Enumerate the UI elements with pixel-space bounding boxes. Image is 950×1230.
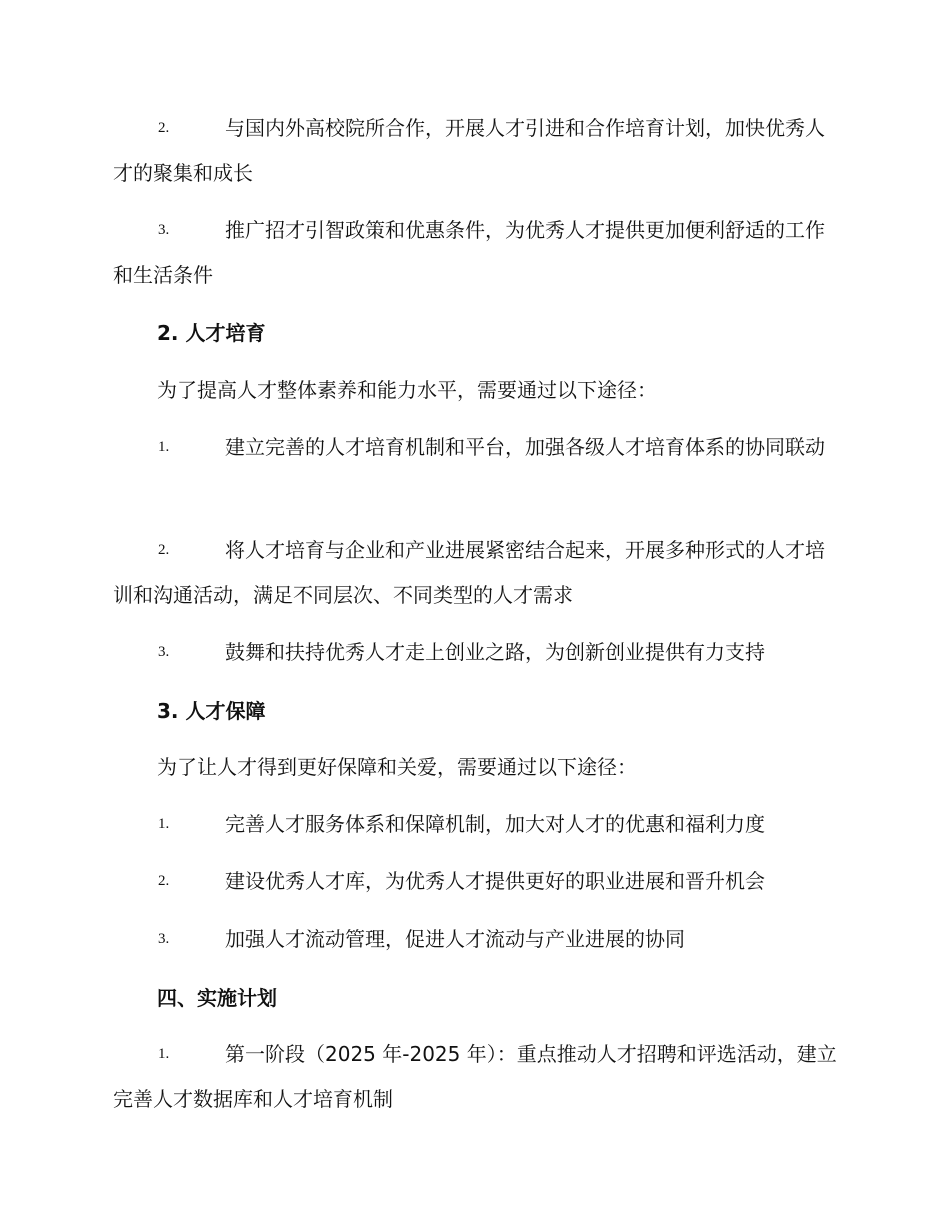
- list-number: 2.: [158, 120, 170, 136]
- list-text: 建设优秀人才库，为优秀人才提供更好的职业进展和晋升机会: [225, 869, 765, 893]
- list-number: 1.: [158, 439, 170, 455]
- section-intro: 为了让人才得到更好保障和关爱，需要通过以下途径：: [157, 755, 637, 779]
- list-number: 1.: [158, 816, 170, 832]
- list-text: 建立完善的人才培育机制和平台，加强各级人才培育体系的协同联动: [225, 435, 825, 459]
- list-number: 2.: [158, 873, 170, 889]
- list-number: 1.: [158, 1046, 170, 1062]
- list-text: 第一阶段（2025 年-2025 年）：重点推动人才招聘和评选活动，建立完善人才数据库和人才培育机制: [113, 1042, 837, 1111]
- list-item: [113, 528, 838, 618]
- list-item: [113, 1032, 838, 1122]
- section-heading: 3. 人才保障: [157, 699, 266, 723]
- list-item: [113, 630, 838, 675]
- list-number: 3.: [158, 222, 170, 238]
- list-text: 推广招才引智政策和优惠条件，为优秀人才提供更加便利舒适的工作和生活条件: [113, 218, 825, 287]
- list-item: [113, 802, 838, 847]
- list-number: 3.: [158, 931, 170, 947]
- list-text: 将人才培育与企业和产业进展紧密结合起来，开展多种形式的人才培训和沟通活动，满足不同层次、不同类型的人才需求: [113, 538, 825, 607]
- list-item: [113, 917, 838, 962]
- list-item: [113, 106, 838, 196]
- list-item: [113, 859, 838, 904]
- section-heading: 2. 人才培育: [157, 321, 266, 345]
- list-text: 鼓舞和扶持优秀人才走上创业之路，为创新创业提供有力支持: [225, 640, 765, 664]
- section-heading: 四、实施计划: [157, 986, 277, 1010]
- list-number: 3.: [158, 644, 170, 660]
- section-intro: 为了提高人才整体素养和能力水平，需要通过以下途径：: [157, 378, 657, 402]
- list-text: 加强人才流动管理，促进人才流动与产业进展的协同: [225, 927, 685, 951]
- list-text: 完善人才服务体系和保障机制，加大对人才的优惠和福利力度: [225, 812, 765, 836]
- list-number: 2.: [158, 542, 170, 558]
- list-item: [113, 425, 838, 470]
- list-item: [113, 208, 838, 298]
- list-text: 与国内外高校院所合作，开展人才引进和合作培育计划，加快优秀人才的聚集和成长: [113, 116, 825, 185]
